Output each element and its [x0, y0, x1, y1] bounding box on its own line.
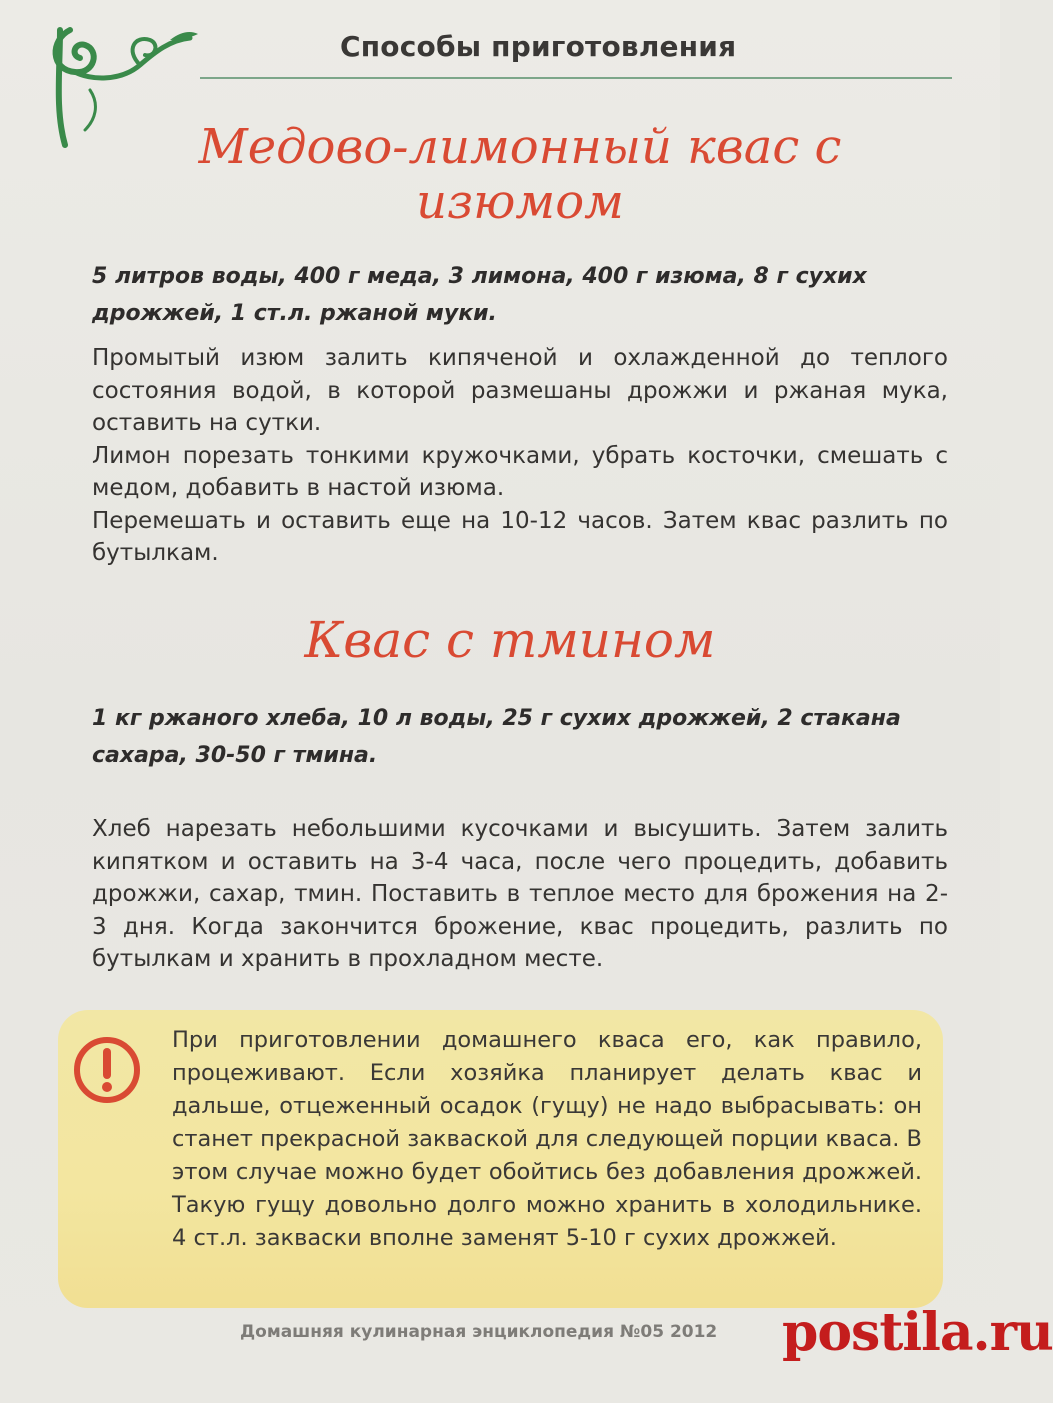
tip-text: При приготовлении домашнего кваса его, как правило, процеживают. Если хозяйка планирует делать квас и дальше, отцеженный осадок (гущу) не надо выбрасывать: он станет прекрасной закваской для следующей порции кваса. В этом случае можно будет обойтись без добавления дрожжей. Такую гущу довольно долго можно хранить в холодильнике. 4 ст.л. закваски вполне заменят 5-10 г сухих дрожжей.	[172, 1027, 922, 1251]
recipe-1-step: Лимон порезать тонкими кружочками, убрать косточки, смешать с медом, добавить в настой изюма.	[92, 442, 948, 501]
recipe-1-steps	[92, 342, 948, 570]
footer-credit: Домашняя кулинарная энциклопедия №05 2012	[240, 1322, 718, 1342]
section-title: Способы приготовления	[340, 30, 737, 63]
recipe-2-title: Квас с тмином	[304, 611, 716, 669]
exclamation-icon	[72, 1035, 142, 1105]
recipe-1-title: Медово-лимонный квас с изюмом	[198, 119, 842, 231]
recipe-1-ingredients: 5 литров воды, 400 г меда, 3 лимона, 400 г изюма, 8 г сухих дрожжей, 1 ст.л. ржаной муки.	[92, 264, 867, 326]
header-divider	[200, 77, 952, 79]
recipe-2-ingredients: 1 кг ржаного хлеба, 10 л воды, 25 г сухих дрожжей, 2 стакана сахара, 30-50 г тмина.	[92, 706, 901, 768]
recipe-2-steps	[92, 813, 948, 976]
recipe-1-step: Промытый изюм залить кипяченой и охлажденной до теплого состояния водой, в которой размешаны дрожжи и ржаная мука, оставить на сутки.	[92, 345, 948, 436]
recipe-1-step: Перемешать и оставить еще на 10-12 часов. Затем квас разлить по бутылкам.	[92, 507, 948, 566]
watermark-logo: postila.ru	[782, 1302, 1053, 1363]
recipe-2-step: Хлеб нарезать небольшими кусочками и высушить. Затем залить кипятком и оставить на 3-4 часа, после чего процедить, добавить дрожжи, сахар, тмин. Поставить в теплое место для брожения на 2-3 дня. Когда закончится брожение, квас процедить, разлить по бутылкам и хранить в прохладном месте.	[92, 816, 948, 972]
